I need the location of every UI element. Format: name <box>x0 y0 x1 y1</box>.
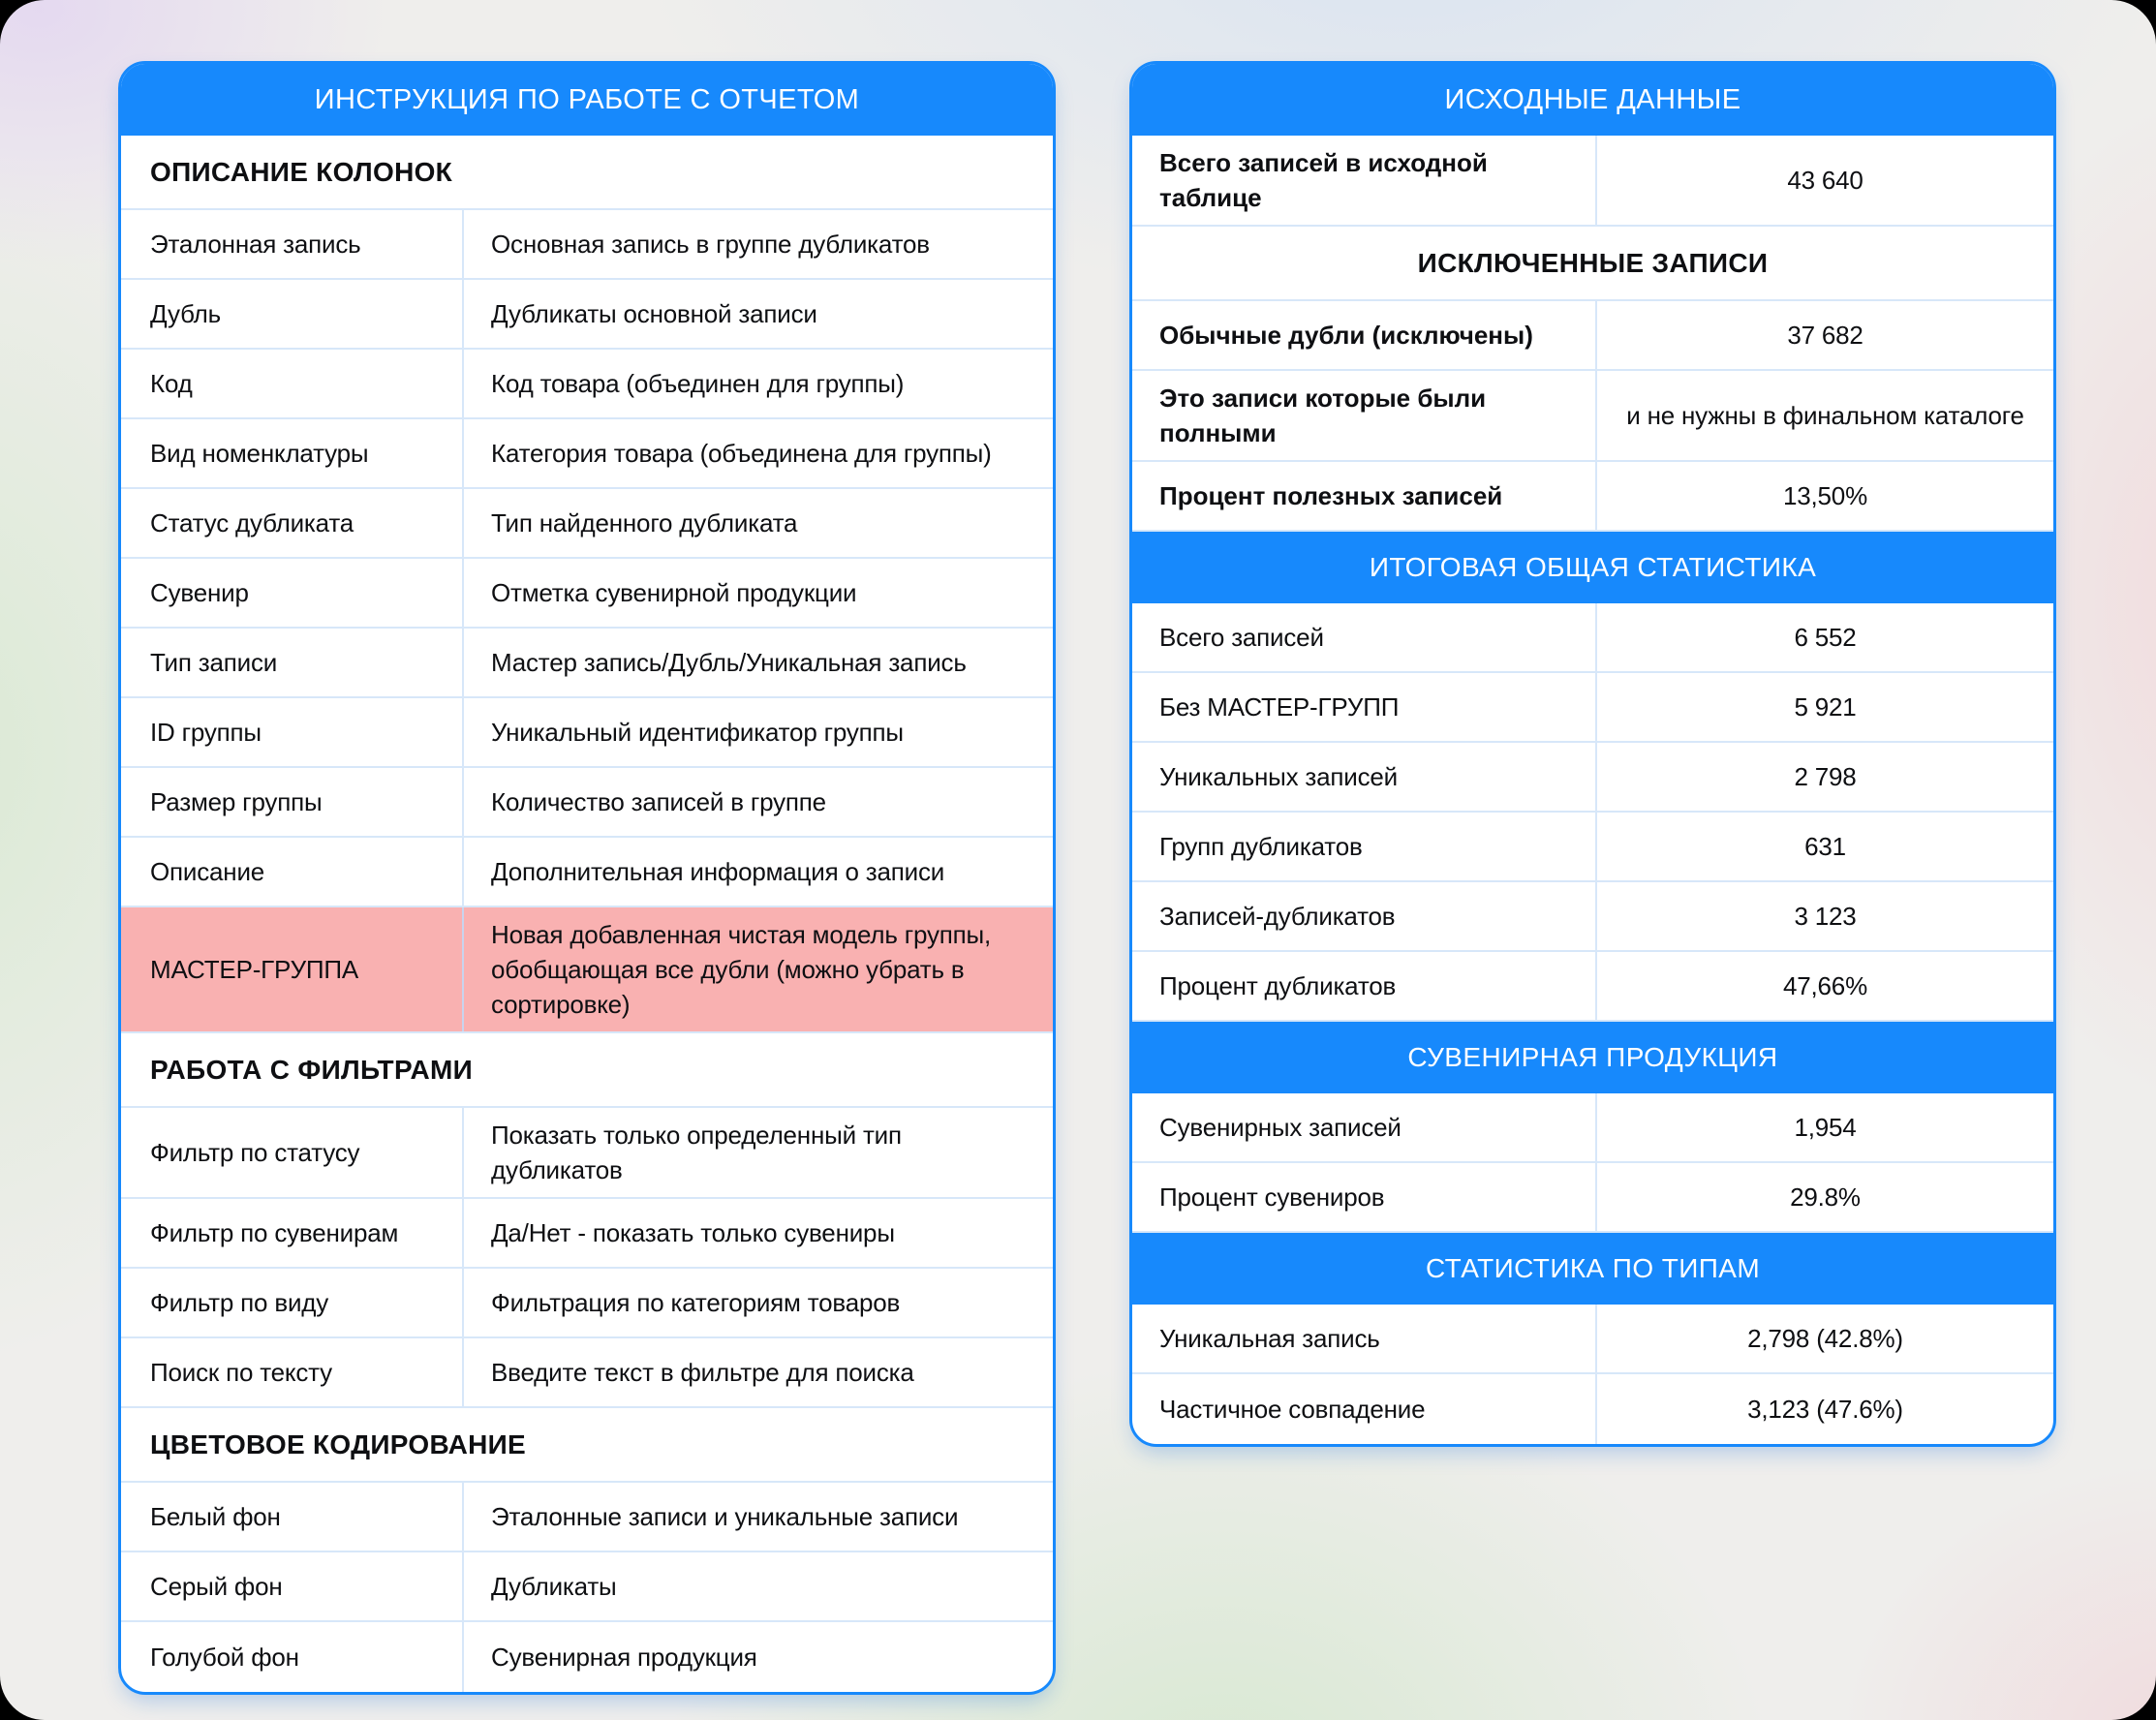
term-cell: Статус дубликата <box>121 489 464 557</box>
label-cell: Процент сувениров <box>1132 1163 1597 1231</box>
table-row <box>121 629 1053 698</box>
table-row <box>1132 813 2053 882</box>
value-cell: 13,50% <box>1783 481 1867 510</box>
label-cell: Групп дубликатов <box>1132 813 1597 880</box>
label-cell: Всего записей <box>1132 603 1597 671</box>
term-cell: Серый фон <box>121 1552 464 1620</box>
term-cell: Поиск по тексту <box>121 1338 464 1406</box>
label-cell: Частичное совпадение <box>1132 1374 1597 1444</box>
label-cell: Процент полезных записей <box>1132 462 1597 530</box>
desc-cell: Сувенирная продукция <box>491 1643 757 1672</box>
instruction-card <box>118 61 1056 1695</box>
term-cell: Фильтр по виду <box>121 1269 464 1336</box>
table-row <box>1132 673 2053 743</box>
section-banner-final-stats: ИТОГОВАЯ ОБЩАЯ СТАТИСТИКА <box>1132 532 2053 603</box>
table-row <box>1132 1163 2053 1233</box>
table-row <box>121 1622 1053 1692</box>
value-cell: и не нужны в финальном каталоге <box>1626 401 2024 430</box>
term-cell: Размер группы <box>121 768 464 836</box>
value-cell: 2,798 (42.8%) <box>1747 1324 1903 1353</box>
instruction-card-header: ИНСТРУКЦИЯ ПО РАБОТЕ С ОТЧЕТОМ <box>121 64 1053 136</box>
table-row <box>121 559 1053 629</box>
term-cell: МАСТЕР-ГРУППА <box>121 907 464 1031</box>
section-header-filters: РАБОТА С ФИЛЬТРАМИ <box>121 1033 1053 1108</box>
value-cell: 29.8% <box>1790 1182 1861 1212</box>
desc-cell: Да/Нет - показать только сувениры <box>491 1218 895 1247</box>
table-row <box>1132 371 2053 462</box>
section-header-color-coding: ЦВЕТОВОЕ КОДИРОВАНИЕ <box>121 1408 1053 1483</box>
desc-cell: Дубликаты основной записи <box>491 299 817 328</box>
value-cell: 3 123 <box>1794 902 1857 931</box>
label-cell: Записей-дубликатов <box>1132 882 1597 950</box>
value-cell: 47,66% <box>1783 971 1867 1000</box>
value-cell: 1,954 <box>1794 1113 1857 1142</box>
term-cell: Эталонная запись <box>121 210 464 278</box>
instruction-table <box>121 136 1053 1692</box>
desc-cell: Категория товара (объединена для группы) <box>491 439 992 468</box>
table-row <box>121 698 1053 768</box>
section-header-excluded: ИСКЛЮЧЕННЫЕ ЗАПИСИ <box>1132 227 2053 301</box>
term-cell: Голубой фон <box>121 1622 464 1692</box>
source-data-card <box>1129 61 2056 1447</box>
label-cell: Всего записей в исходной таблице <box>1132 136 1597 225</box>
desc-cell: Отметка сувенирной продукции <box>491 578 857 607</box>
table-row <box>1132 462 2053 532</box>
table-row <box>1132 301 2053 371</box>
term-cell: Вид номенклатуры <box>121 419 464 487</box>
table-row <box>121 350 1053 419</box>
desc-cell: Фильтрация по категориям товаров <box>491 1288 901 1317</box>
value-cell: 2 798 <box>1794 762 1857 791</box>
table-row <box>121 1552 1053 1622</box>
desc-cell: Эталонные записи и уникальные записи <box>491 1502 959 1531</box>
label-cell: Обычные дубли (исключены) <box>1132 301 1597 369</box>
label-cell: Без МАСТЕР-ГРУПП <box>1132 673 1597 741</box>
desc-cell: Показать только определенный тип дубликатов <box>491 1121 902 1184</box>
table-row <box>1132 1374 2053 1444</box>
table-row <box>121 1108 1053 1199</box>
table-row <box>1132 1093 2053 1163</box>
term-cell: ID группы <box>121 698 464 766</box>
label-cell: Процент дубликатов <box>1132 952 1597 1020</box>
table-row <box>1132 882 2053 952</box>
table-row <box>121 1338 1053 1408</box>
value-cell: 3,123 (47.6%) <box>1747 1395 1903 1424</box>
desc-cell: Мастер запись/Дубль/Уникальная запись <box>491 648 967 677</box>
table-row <box>121 1269 1053 1338</box>
table-row <box>121 768 1053 838</box>
label-cell: Это записи которые были полными <box>1132 371 1597 460</box>
term-cell: Сувенир <box>121 559 464 627</box>
desc-cell: Дополнительная информация о записи <box>491 857 945 886</box>
table-row <box>1132 136 2053 227</box>
table-row <box>1132 743 2053 813</box>
desc-cell: Код товара (объединен для группы) <box>491 369 905 398</box>
table-row <box>121 838 1053 907</box>
term-cell: Дубль <box>121 280 464 348</box>
term-cell: Фильтр по статусу <box>121 1108 464 1197</box>
value-cell: 37 682 <box>1787 321 1863 350</box>
value-cell: 43 640 <box>1787 166 1863 195</box>
desc-cell: Уникальный идентификатор группы <box>491 718 904 747</box>
desc-cell: Количество записей в группе <box>491 787 826 816</box>
term-cell: Код <box>121 350 464 417</box>
desc-cell: Основная запись в группе дубликатов <box>491 230 930 259</box>
table-row <box>121 419 1053 489</box>
desc-cell: Новая добавленная чистая модель группы, обобщающая все дубли (можно убрать в сортировке) <box>491 920 992 1019</box>
section-header-columns: ОПИСАНИЕ КОЛОНОК <box>121 136 1053 210</box>
value-cell: 5 921 <box>1794 692 1857 722</box>
term-cell: Тип записи <box>121 629 464 696</box>
table-row-master-group-highlight <box>121 907 1053 1033</box>
label-cell: Уникальная запись <box>1132 1305 1597 1372</box>
value-cell: 631 <box>1804 832 1846 861</box>
table-row <box>1132 1305 2053 1374</box>
table-row <box>1132 603 2053 673</box>
table-row <box>121 1483 1053 1552</box>
source-data-table <box>1132 136 2053 1444</box>
section-banner-souvenir: СУВЕНИРНАЯ ПРОДУКЦИЯ <box>1132 1022 2053 1093</box>
desc-cell: Введите текст в фильтре для поиска <box>491 1358 914 1387</box>
value-cell: 6 552 <box>1794 623 1857 652</box>
label-cell: Уникальных записей <box>1132 743 1597 811</box>
term-cell: Фильтр по сувенирам <box>121 1199 464 1267</box>
desc-cell: Тип найденного дубликата <box>491 508 798 538</box>
source-data-card-header: ИСХОДНЫЕ ДАННЫЕ <box>1132 64 2053 136</box>
table-row <box>121 489 1053 559</box>
table-row <box>121 1199 1053 1269</box>
label-cell: Сувенирных записей <box>1132 1093 1597 1161</box>
table-row <box>121 280 1053 350</box>
section-banner-by-type: СТАТИСТИКА ПО ТИПАМ <box>1132 1233 2053 1305</box>
table-row <box>1132 952 2053 1022</box>
table-row <box>121 210 1053 280</box>
term-cell: Белый фон <box>121 1483 464 1551</box>
term-cell: Описание <box>121 838 464 906</box>
desc-cell: Дубликаты <box>491 1572 617 1601</box>
